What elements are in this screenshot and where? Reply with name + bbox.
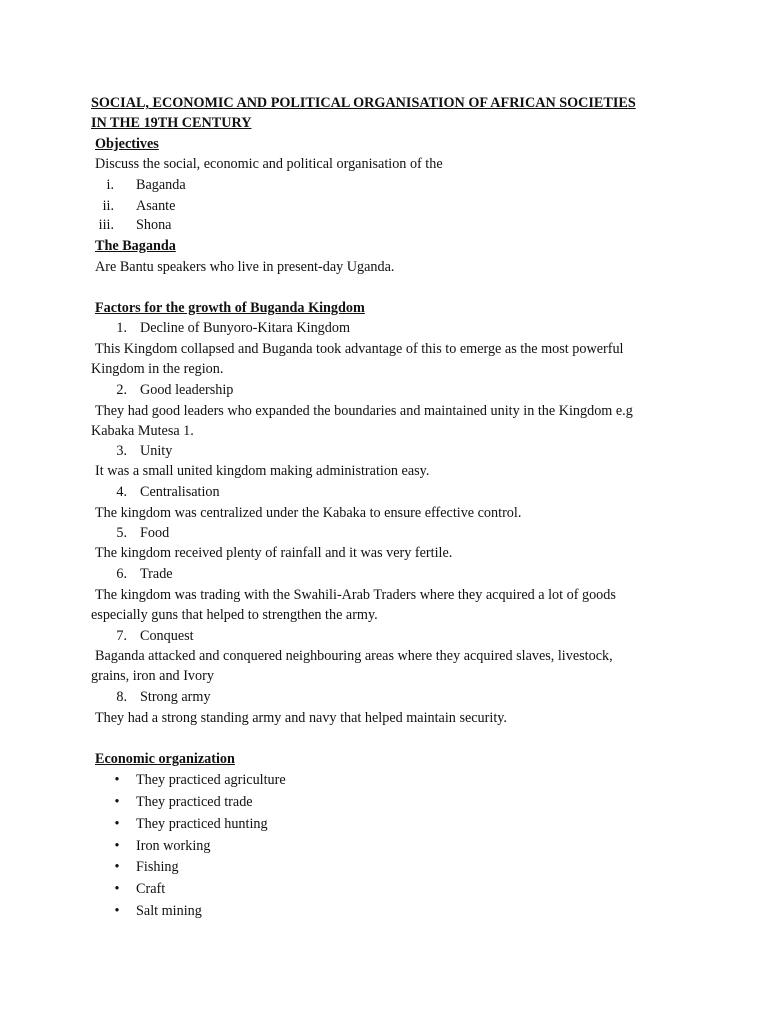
- objective-marker: iii.: [98, 217, 114, 233]
- bullet-icon: •: [114, 859, 120, 875]
- factor-description: They had good leaders who expanded the boundaries and maintained unity in the Kingdom e.g: [95, 403, 633, 419]
- factor-description: grains, iron and Ivory: [91, 668, 214, 684]
- factors-heading: Factors for the growth of Buganda Kingdom: [95, 300, 365, 316]
- factor-description: especially guns that helped to strengthen the army.: [91, 607, 378, 623]
- factor-description: The kingdom received plenty of rainfall and it was very fertile.: [95, 545, 453, 561]
- factor-number: 4.: [116, 484, 127, 500]
- bullet-icon: •: [114, 881, 120, 897]
- factor-title: Good leadership: [140, 382, 234, 398]
- objective-marker: i.: [106, 177, 114, 193]
- factor-description: Baganda attacked and conquered neighbouring areas where they acquired slaves, livestock,: [95, 648, 613, 664]
- objective-marker: ii.: [102, 198, 114, 214]
- document-title-line-1: SOCIAL, ECONOMIC AND POLITICAL ORGANISATION OF AFRICAN SOCIETIES: [91, 95, 636, 111]
- factor-title: Decline of Bunyoro-Kitara Kingdom: [140, 320, 350, 336]
- factor-number: 3.: [116, 443, 127, 459]
- factor-description: This Kingdom collapsed and Buganda took advantage of this to emerge as the most powerful: [95, 341, 624, 357]
- factor-description: They had a strong standing army and navy that helped maintain security.: [95, 710, 507, 726]
- economic-item: They practiced trade: [136, 794, 253, 810]
- factor-title: Unity: [140, 443, 173, 459]
- factor-description: The kingdom was centralized under the Kabaka to ensure effective control.: [95, 505, 522, 521]
- factor-description: The kingdom was trading with the Swahili-Arab Traders where they acquired a lot of goods: [95, 587, 616, 603]
- baganda-heading: The Baganda: [95, 238, 176, 254]
- factor-description: Kingdom in the region.: [91, 361, 224, 377]
- factor-description: Kabaka Mutesa 1.: [91, 423, 194, 439]
- objectives-heading: Objectives: [95, 136, 159, 152]
- document-title-line-2: IN THE 19TH CENTURY: [91, 115, 252, 131]
- factor-title: Conquest: [140, 628, 194, 644]
- economic-item: They practiced agriculture: [136, 772, 286, 788]
- factor-title: Strong army: [140, 689, 211, 705]
- bullet-icon: •: [114, 794, 120, 810]
- objective-item: Shona: [136, 217, 172, 233]
- economic-item: Salt mining: [136, 903, 202, 919]
- objective-item: Baganda: [136, 177, 186, 193]
- economic-item: Craft: [136, 881, 166, 897]
- factor-number: 6.: [116, 566, 127, 582]
- bullet-icon: •: [114, 816, 120, 832]
- economic-item: Iron working: [136, 838, 211, 854]
- economic-item: Fishing: [136, 859, 179, 875]
- factor-title: Food: [140, 525, 170, 541]
- baganda-intro: Are Bantu speakers who live in present-day Uganda.: [95, 259, 395, 275]
- economic-heading: Economic organization: [95, 751, 235, 767]
- objectives-intro: Discuss the social, economic and political organisation of the: [95, 156, 443, 172]
- objective-item: Asante: [136, 198, 176, 214]
- factor-number: 2.: [116, 382, 127, 398]
- factor-number: 5.: [116, 525, 127, 541]
- bullet-icon: •: [114, 903, 120, 919]
- factor-title: Centralisation: [140, 484, 220, 500]
- factor-number: 1.: [116, 320, 127, 336]
- factor-description: It was a small united kingdom making administration easy.: [95, 463, 430, 479]
- bullet-icon: •: [114, 838, 120, 854]
- factor-number: 8.: [116, 689, 127, 705]
- bullet-icon: •: [114, 772, 120, 788]
- economic-item: They practiced hunting: [136, 816, 268, 832]
- factor-number: 7.: [116, 628, 127, 644]
- factor-title: Trade: [140, 566, 173, 582]
